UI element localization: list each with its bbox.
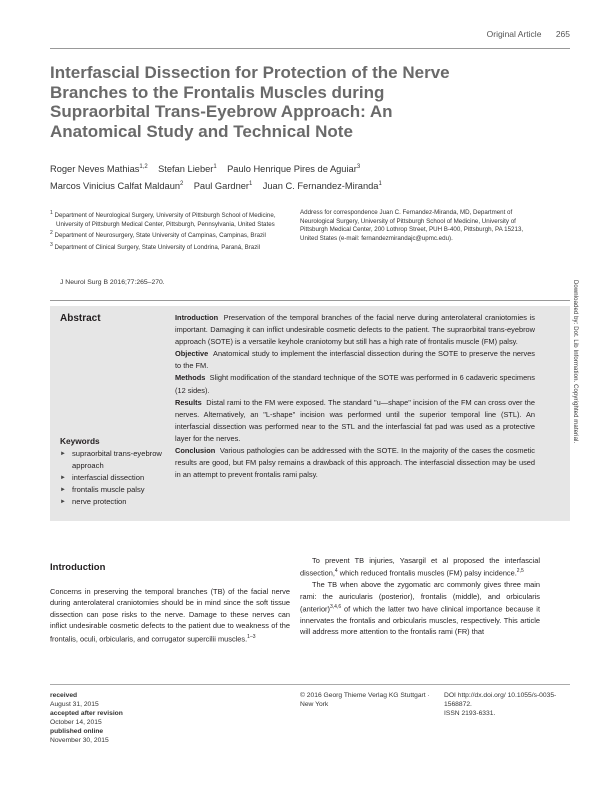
doi-link[interactable]: http://dx.doi.org/ 10.1055/s-0035-1568872.	[444, 692, 557, 708]
author-name: Stefan Lieber	[158, 164, 214, 175]
paragraph-text: Concerns in preserving the temporal branches (TB) of the facial nerve during anterolateral craniotomies should be in mind since the soft tissue dissection can pose risks to the nerve. Damage to these nerves can inflict undesirable cosmetic defects to the patient due to weakness of the frontalis, oculi, orbicularis, and corrugator supercilii muscles.	[50, 587, 290, 644]
abstract-introduction	[175, 312, 535, 348]
bullet-icon: ►	[60, 487, 66, 493]
abstract-paragraph: Distal rami to the FM were exposed. The standard "u—shape" incision of the FM can cross over the nerves. Alternatively, an "L-shape" incision was performed until the superior temporal line (STL). An interfascial dissection was performed near to the STL and the interfascial fat pad was used as a protective layer for the nerves.	[175, 397, 536, 443]
affiliation-text: Department of Neurological Surgery, University of Pittsburgh School of Medicine, University of Pittsburgh Medical Center, Pittsburgh, Pennsylvania, United States	[54, 212, 276, 228]
author-name: Marcos Vinicius Calfat Maldaun	[50, 181, 181, 192]
bullet-icon: ►	[60, 475, 66, 481]
author-affil-ref: 1	[378, 181, 382, 188]
footer-divider	[50, 684, 570, 685]
correspondence	[300, 209, 540, 243]
author-line-2	[50, 177, 490, 194]
paragraph-text: which reduced frontalis muscles (FM) palsy incidence.	[337, 568, 517, 578]
published-label: published online	[50, 728, 104, 735]
author-name: Paul Gardner	[193, 181, 250, 192]
issn: ISSN 2193-6331.	[444, 710, 496, 717]
reference-marker: 4	[334, 568, 338, 575]
affiliation-number: 3	[50, 241, 53, 248]
body-paragraph	[50, 586, 290, 645]
abstract-results	[175, 397, 535, 445]
author-affil-ref: 1	[213, 164, 217, 170]
article-title: Interfascial Dissection for Protection of the Nerve Branches to the Frontalis Muscles during Supraorbital Trans-Eyebrow Approach: An Anatomical Study and Technical Note	[50, 63, 450, 141]
mid-divider	[50, 300, 570, 301]
affiliation-number: 2	[50, 230, 53, 237]
abstract-text	[175, 312, 535, 481]
received-label: received	[50, 692, 78, 699]
abstract-label: Objective	[175, 349, 209, 359]
keyword-text: interfascial dissection	[72, 473, 145, 482]
affiliation-text: Department of Clinical Surgery, State University of Londrina, Paraná, Brazil	[54, 243, 261, 251]
doi-label: DOI	[444, 692, 456, 699]
accepted-date: October 14, 2015	[50, 719, 102, 726]
abstract-label: Methods	[175, 373, 206, 383]
copyright: © 2016 Georg Thieme Verlag KG Stuttgart · New York	[300, 692, 430, 708]
bullet-icon: ►	[60, 451, 66, 457]
received-date: August 31, 2015	[50, 701, 99, 708]
author-affil-ref: 1	[249, 181, 253, 188]
paragraph-text: The TB when above the zygomatic arc commonly gives three main rami: the auricularis (posterior), frontalis (middle), and orbicularis (anterior)	[300, 580, 540, 614]
correspondence-label: Address for correspondence	[300, 209, 378, 216]
keyword-item	[60, 472, 170, 484]
affiliation-item	[50, 241, 295, 253]
abstract-conclusion	[175, 445, 535, 481]
top-divider	[50, 48, 570, 49]
abstract-paragraph: Slight modification of the standard technique of the SOTE was performed in 6 cadaveric specimens (12 sides).	[175, 373, 535, 395]
author-line-1	[50, 160, 490, 177]
abstract-label: Results	[175, 397, 202, 407]
affiliations	[50, 209, 295, 253]
abstract-objective	[175, 348, 535, 372]
reference-marker: 1–3	[247, 633, 256, 640]
published-date: November 30, 2015	[50, 737, 109, 744]
body-paragraph	[300, 579, 540, 638]
paragraph-text: of which the latter two have clinical importance because it innervates the frontalis and orbicularis muscles, respectively. This article will address more attention to the frontalis rami (FR) that	[300, 604, 540, 637]
correspondence-text: Juan C. Fernandez-Miranda, MD, Department of Neurological Surgery, University of Pittsburgh School of Medicine, University of Pittsburgh Medical Center, 200 Lothrop Street, PUH B-400, Pittsburgh, PA 15213, United States (e-mail: fernandezmirandajc@upmc.edu).	[300, 209, 524, 242]
author-name: Juan C. Fernandez-Miranda	[262, 181, 379, 192]
affiliation-item	[50, 229, 295, 241]
paragraph-text: To prevent TB injuries, Yasargil et al proposed the interfascial dissection,	[300, 556, 540, 578]
keyword-item	[60, 496, 170, 508]
accepted-label: accepted after revision	[50, 710, 123, 717]
keyword-item	[60, 484, 170, 496]
citation: J Neurol Surg B 2016;77:265–270.	[60, 279, 165, 286]
affiliation-text: Department of Neurosurgery, State University of Campinas, Campinas, Brazil	[54, 232, 266, 240]
doi-info	[444, 691, 564, 718]
reference-marker: 2,5	[516, 568, 524, 575]
abstract-paragraph: Anatomical study to implement the interfascial dissection during the SOTE to preserve the nerves to the FM.	[175, 349, 536, 371]
keyword-text: supraorbital trans-eyebrow approach	[72, 449, 162, 470]
section-label: Original Article	[486, 29, 542, 39]
abstract-label: Conclusion	[175, 446, 216, 456]
bullet-icon: ►	[60, 499, 66, 505]
page-number: 265	[555, 29, 570, 39]
abstract-paragraph: Preservation of the temporal branches of the facial nerve during anterolateral craniotomies is important. Damaging it can inflict undesirable cosmetic defects to the patient. The supraorbital trans-eyebrow approach (SOTE) is a versatile keyhole craniotomy but still has a high rate of frontalis muscle (FM) palsy.	[175, 313, 535, 347]
author-name: Roger Neves Mathias	[50, 164, 140, 175]
abstract-label: Introduction	[175, 313, 219, 322]
author-name: Paulo Henrique Pires de Aguiar	[227, 164, 357, 175]
author-affil-ref: 1,2	[139, 164, 148, 170]
abstract-heading: Abstract	[60, 313, 101, 324]
affiliation-number: 1	[50, 210, 53, 216]
keyword-text: frontalis muscle palsy	[72, 485, 145, 494]
introduction-heading: Introduction	[50, 562, 106, 573]
abstract-methods	[175, 372, 535, 396]
author-list	[50, 160, 490, 194]
keywords-heading: Keywords	[60, 436, 100, 446]
body-column-right	[300, 555, 540, 638]
download-watermark: Downloaded by: Dot. Lib Information. Copyrighted material.	[572, 280, 578, 444]
running-head	[475, 29, 570, 39]
keyword-text: nerve protection	[72, 497, 127, 506]
publication-dates	[50, 691, 250, 745]
abstract-paragraph: Various pathologies can be addressed with the SOTE. In the majority of the cases the cosmetic results are good, but FM palsy remains a drawback of this approach. The interfascial dissection may be used in an attempt to prevent frontalis rami palsy.	[175, 446, 535, 480]
affiliation-item	[50, 209, 295, 229]
author-affil-ref: 2	[180, 181, 184, 188]
author-affil-ref: 3	[356, 164, 361, 170]
body-paragraph	[300, 555, 540, 579]
keyword-item	[60, 448, 170, 472]
keywords-list	[60, 448, 170, 508]
reference-marker: 3,4,6	[329, 604, 342, 611]
body-column-left	[50, 586, 290, 645]
